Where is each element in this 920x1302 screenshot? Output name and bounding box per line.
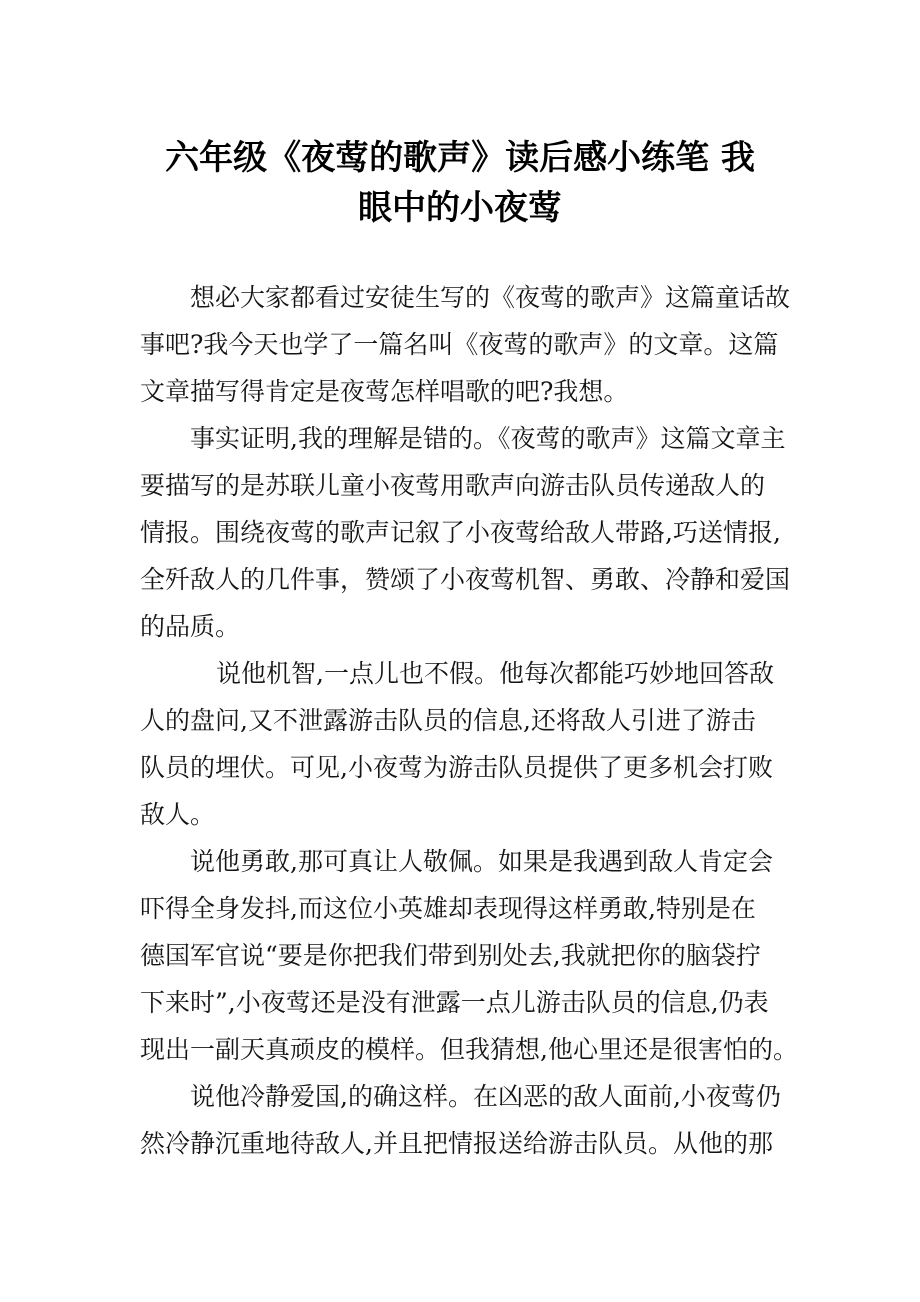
paragraph-4 (140, 838, 798, 1073)
paragraph-line: 现出一副天真顽皮的模样。但我猜想,他心里还是很害怕的。 (140, 1035, 798, 1064)
paragraph-line: 德国军官说“要是你把我们带到别处去,我就把你的脑袋拧 (140, 941, 761, 970)
paragraph-line: 敌人。 (140, 800, 216, 829)
paragraph-line: 人的盘问,又不泄露游击队员的信息,还将敌人引进了游击 (140, 706, 756, 735)
paragraph-line: 文章描写得肯定是夜莺怎样唱歌的吧?我想。 (140, 377, 629, 406)
document-title (120, 133, 800, 233)
paragraph-line: 队员的埋伏。可见,小夜莺为游击队员提供了更多机会打败 (140, 753, 773, 782)
paragraph-line: 事吧?我今天也学了一篇名叫《夜莺的歌声》的文章。这篇 (140, 330, 779, 359)
title-line-2: 眼中的小夜莺 (358, 187, 562, 228)
paragraph-line: 要描写的是苏联儿童小夜莺用歌声向游击队员传递敌人的 (140, 471, 766, 500)
paragraph-5 (140, 1073, 790, 1167)
title-line-1: 六年级《夜莺的歌声》读后感小练笔 我 (165, 137, 755, 178)
paragraph-line: 说他机智,一点儿也不假。他每次都能巧妙地回答敌 (216, 659, 774, 688)
paragraph-line: 的品质。 (140, 612, 241, 641)
paragraph-2 (140, 415, 790, 650)
paragraph-line: 情报。围绕夜莺的歌声记叙了小夜莺给敌人带路,巧送情报, (140, 518, 781, 547)
paragraph-line: 吓得全身发抖,而这位小英雄却表现得这样勇敢,特别是在 (140, 894, 756, 923)
paragraph-3 (140, 650, 790, 838)
paragraph-line: 说他冷静爱国,的确这样。在凶恶的敌人面前,小夜莺仍 (190, 1082, 781, 1111)
document-body (140, 274, 798, 1167)
paragraph-line: 想必大家都看过安徒生写的《夜莺的歌声》这篇童话故 (190, 283, 791, 312)
paragraph-line: 全歼敌人的几件事，赞颂了小夜莺机智、勇敢、冷静和爱国 (140, 565, 791, 594)
paragraph-line: 事实证明,我的理解是错的。《夜莺的歌声》这篇文章主 (190, 424, 786, 453)
paragraph-line: 说他勇敢,那可真让人敬佩。如果是我遇到敌人肯定会 (190, 847, 773, 876)
paragraph-1 (140, 274, 790, 415)
paragraph-line: 然冷静沉重地待敌人,并且把情报送给游击队员。从他的那 (140, 1129, 773, 1158)
paragraph-line: 下来时”,小夜莺还是没有泄露一点儿游击队员的信息,仍表 (140, 988, 769, 1017)
